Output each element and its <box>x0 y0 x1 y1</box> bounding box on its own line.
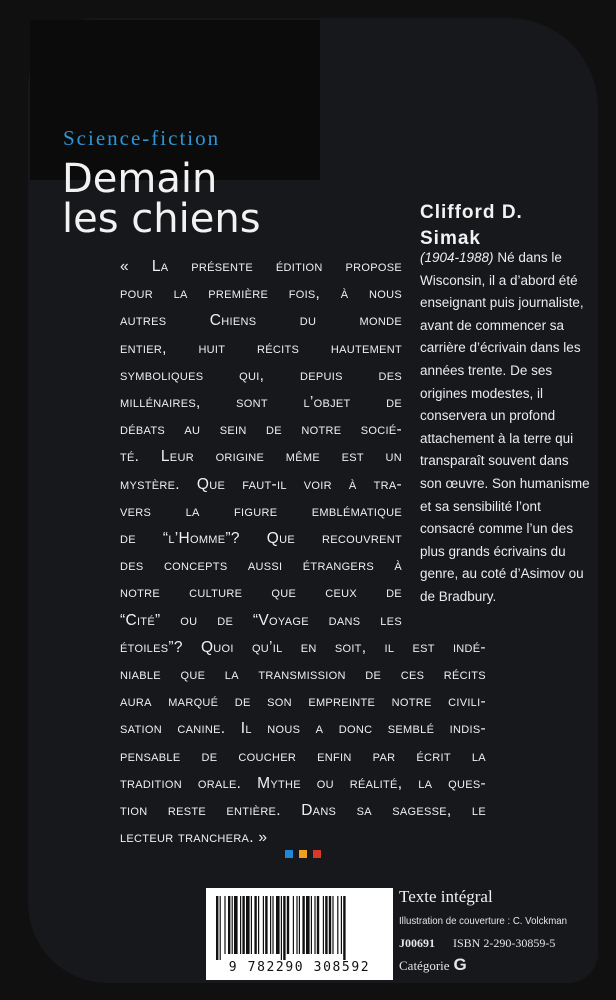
ref-code: J00691 <box>399 936 435 950</box>
barcode-bar <box>258 896 259 954</box>
barcode-bar <box>314 896 315 954</box>
quote-line: pour la première fois, à nous <box>120 285 402 303</box>
barcode-bar <box>343 896 345 960</box>
barcode-bar <box>287 896 289 954</box>
author-name: Clifford D. Simak <box>420 202 523 249</box>
quote-line: sation canine. Il nous a donc semblé indis- <box>120 720 486 738</box>
bio-years: (1904-1988) <box>420 250 494 265</box>
quote-line: lecteur tranchera. » <box>120 829 268 847</box>
quote-line: de “l’Homme”? Que recouvrent <box>120 530 402 547</box>
barcode-bar <box>220 896 221 960</box>
book-title <box>62 156 261 242</box>
barcode-bar <box>240 896 241 954</box>
barcode-bar <box>329 896 331 954</box>
product-codes <box>399 936 555 951</box>
quote-line: débats au sein de notre socié- <box>120 421 402 439</box>
genre-label: Science-fiction <box>63 126 221 150</box>
color-dots <box>285 850 321 858</box>
quote-line: symboliques qui, depuis des <box>120 366 402 384</box>
quote-line: tion reste entière. Dans sa sagesse, le <box>120 802 486 819</box>
quote-line: étoiles”? Quoi qu’il en soit, il est indé- <box>120 638 486 656</box>
barcode-bar <box>283 896 285 960</box>
barcode-bar <box>293 896 294 954</box>
blue-dot <box>285 850 293 858</box>
illustration-credit: Illustration de couverture : C. Volckman <box>399 915 568 927</box>
barcode-bar <box>296 896 297 954</box>
barcode-bar <box>234 896 238 954</box>
title-line-1: Demain <box>62 156 218 202</box>
orange-dot <box>299 850 307 858</box>
quote-line: des concepts aussi étrangers à <box>120 557 402 575</box>
quote-line: entier, huit récits hautement <box>120 339 402 357</box>
barcode-bar <box>265 896 267 954</box>
barcode-bar <box>228 896 230 954</box>
barcode-bar <box>216 896 218 960</box>
barcode-bar <box>272 896 273 954</box>
barcode-bar <box>325 896 327 954</box>
quote-line: “Cité” ou de “Voyage dans les <box>120 611 402 629</box>
title-line-2: les chiens <box>62 196 261 242</box>
barcode-bar <box>299 896 300 954</box>
barcode-bar <box>246 896 250 954</box>
category-value: G <box>453 955 467 974</box>
category <box>399 955 467 975</box>
barcode-bar <box>332 896 333 954</box>
barcode-bar <box>224 896 225 954</box>
edition-label: Texte intégral <box>399 887 493 906</box>
quote-line: tradition orale. Mythe ou réalité, la ques- <box>120 774 486 792</box>
barcode-bar <box>276 896 280 954</box>
quote-line: niable que la transmission de ces récits <box>120 666 486 683</box>
quote-line: autres Chiens du monde <box>120 312 402 330</box>
quote-line: vers la figure emblématique <box>120 502 402 520</box>
quote-line: « La présente édition propose <box>120 258 402 275</box>
barcode-bar <box>317 896 319 954</box>
barcode-digits: 9 782290 308592 <box>228 960 371 975</box>
barcode-bar <box>281 896 282 960</box>
quote-line: millénaires, sont l’objet de <box>120 394 402 411</box>
author-bio <box>420 247 592 609</box>
quote-line: té. Leur origine même est un <box>120 448 402 466</box>
barcode-bar <box>251 896 252 954</box>
barcode-bar <box>337 896 338 954</box>
isbn: ISBN 2-290-30859-5 <box>453 936 556 950</box>
barcode-bars <box>216 896 383 960</box>
barcode-bar <box>311 896 312 954</box>
barcode-bar <box>306 896 310 954</box>
barcode <box>206 888 393 980</box>
barcode-bar <box>232 896 233 954</box>
quote-line: aura marqué de son empreinte notre civili- <box>120 693 486 711</box>
quote-line: mystère. Que faut-il voir à tra- <box>120 475 402 493</box>
barcode-bar <box>270 896 271 954</box>
barcode-bar <box>263 896 264 954</box>
bio-text: Né dans le Wisconsin, il a d’abord été enseignant puis journaliste, avant de commencer sa carrière d’écrivain dans les années trente. De ses origines modestes, il conservera un profond attachement à la terre qui transparaît souvent dans son œuvre. Son humanisme et sa sensibilité l’ont consacré comme l’un des plus grands écrivains du genre, au coté d’Asimov ou de Bradbury. <box>420 250 590 604</box>
barcode-bar <box>254 896 256 954</box>
red-dot <box>313 850 321 858</box>
barcode-bar <box>341 896 342 954</box>
barcode-bar <box>302 896 304 954</box>
quote-line: pensable de coucher enfin par écrit la <box>120 747 486 765</box>
quote-line: notre culture que ceux de <box>120 584 402 602</box>
category-label: Catégorie <box>399 958 450 973</box>
barcode-bar <box>242 896 244 954</box>
barcode-bar <box>323 896 324 954</box>
